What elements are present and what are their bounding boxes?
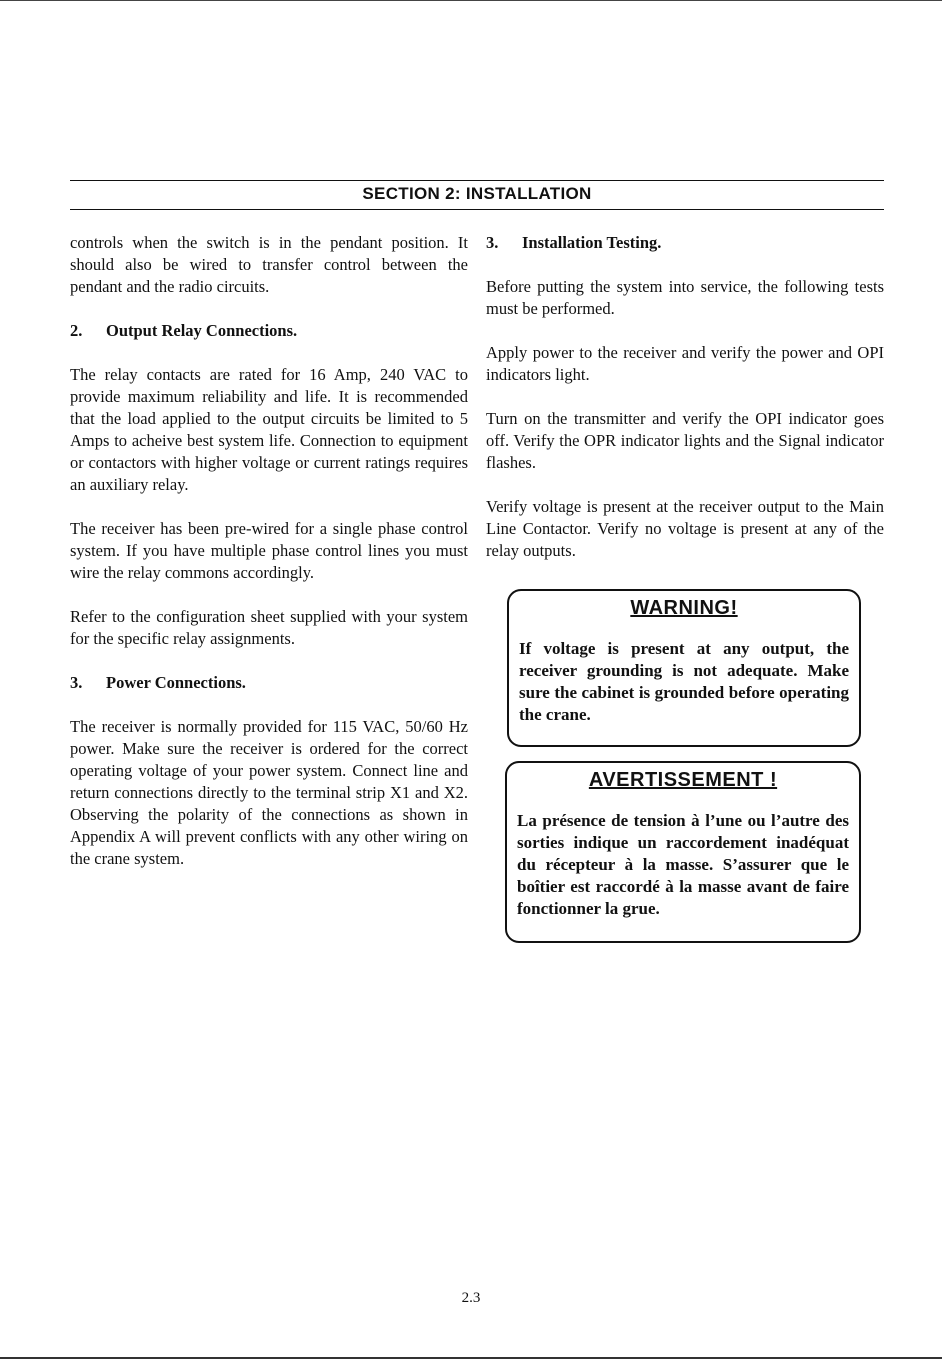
power-number: 3. <box>70 673 83 692</box>
testing-heading <box>486 232 884 254</box>
output-relay-paragraph-3: Refer to the configuration sheet supplied with your system for the specific relay assignments. <box>70 607 468 648</box>
output-relay-heading-text: Output Relay Connections. <box>106 321 298 340</box>
avertissement-box <box>505 761 861 943</box>
power-paragraph: The receiver is normally provided for 115 VAC, 50/60 Hz power. Make sure the receiver is ordered for the correct operating voltage of your power system. Connect line and return connections directly to the terminal strip X1 and X2. Observing the polarity of the connections as shown in Appendix A will prevent conflicts with any other wiring on the crane system. <box>70 717 468 868</box>
output-relay-paragraph-1: The relay contacts are rated for 16 Amp, 240 VAC to provide maximum reliability and life. It is recommended that the load applied to the output circuits be limited to 5 Amps to acheive best system life. Connection to equipment or contactors with higher voltage or current ratings requires an auxiliary relay. <box>70 365 468 494</box>
avertissement-title: AVERTISSEMENT ! <box>588 769 778 791</box>
warning-title: WARNING! <box>630 597 738 619</box>
warning-text: If voltage is present at any output, the receiver grounding is not adequate. Make sure the cabinet is grounded before operating the crane. <box>519 639 849 724</box>
testing-number: 3. <box>486 233 499 252</box>
testing-paragraph-4: Verify voltage is present at the receiver output to the Main Line Contactor. Verify no voltage is present at any of the relay outputs. <box>486 497 884 560</box>
output-relay-heading <box>70 320 468 342</box>
avertissement-text: La présence de tension à l’une ou l’autre des sorties indique un raccordement inadéquat du récepteur à la masse. S’assurer que le boîtier est raccordé à la masse avant de faire fonctionner la grue. <box>517 811 849 918</box>
testing-heading-text: Installation Testing. <box>522 233 662 252</box>
left-column <box>70 232 468 892</box>
right-column <box>486 232 884 584</box>
testing-paragraph-3: Turn on the transmitter and verify the OPI indicator goes off. Verify the OPR indicator lights and the Signal indicator flashes. <box>486 409 884 472</box>
bottom-border-line <box>0 1357 942 1359</box>
output-relay-paragraph-2: The receiver has been pre-wired for a single phase control system. If you have multiple phase control lines you must wire the relay commons accordingly. <box>70 519 468 582</box>
section-header <box>70 180 884 210</box>
warning-box <box>507 589 861 747</box>
testing-paragraph-1: Before putting the system into service, the following tests must be performed. <box>486 277 884 318</box>
section-title: SECTION 2: INSTALLATION <box>362 184 592 203</box>
power-heading-text: Power Connections. <box>106 673 246 692</box>
output-relay-number: 2. <box>70 321 83 340</box>
page-number: 2.3 <box>461 1290 481 1306</box>
testing-paragraph-2: Apply power to the receiver and verify the power and OPI indicators light. <box>486 343 884 384</box>
power-heading <box>70 672 468 694</box>
top-border-line <box>0 0 942 1</box>
intro-paragraph: controls when the switch is in the pendant position. It should also be wired to transfer control between the pendant and the radio circuits. <box>70 233 468 296</box>
